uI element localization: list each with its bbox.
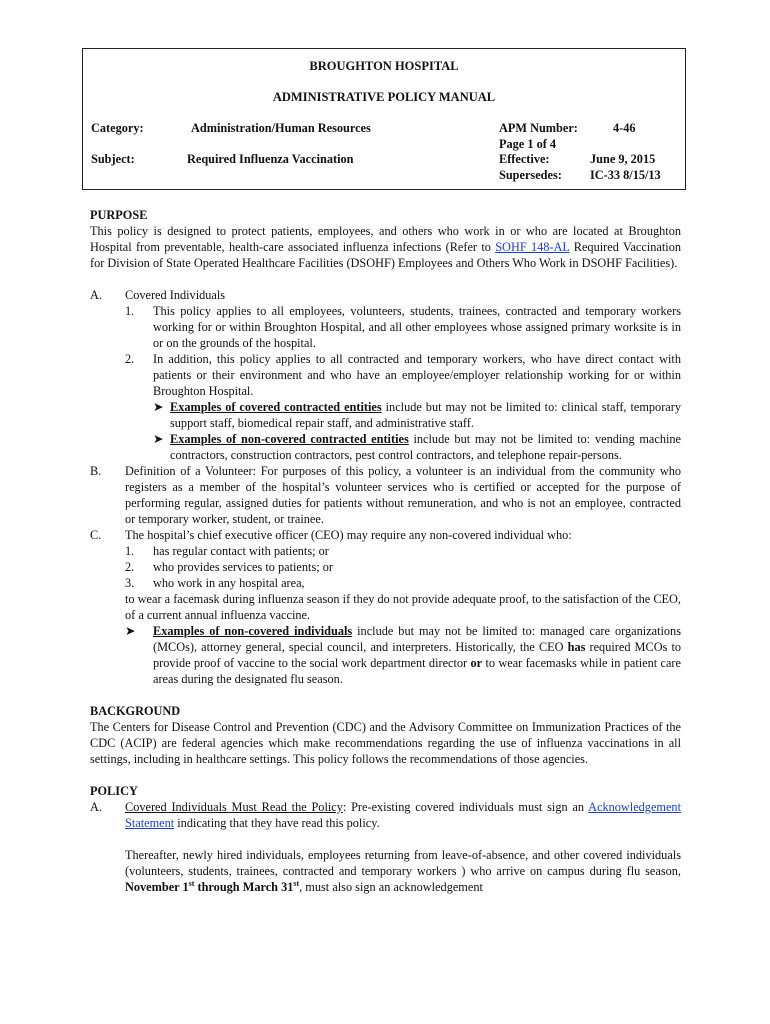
list-item-text: has regular contact with patients; or — [153, 544, 329, 558]
bullet-bold-text: Examples of non-covered contracted entities — [170, 432, 409, 446]
arrow-bullet-icon: ➤ — [153, 432, 164, 446]
list-number: 2. — [125, 352, 135, 366]
section-c-marker: C. — [90, 528, 102, 542]
supersedes-label: Supersedes: — [499, 168, 562, 182]
sohf-policy-link[interactable]: SOHF 148-AL — [495, 240, 570, 254]
policy-section-a: A. Covered Individuals Must Read the Policy: Pre-existing covered individuals must sign an Acknowledgement Statement indicating that they have read this policy. Thereafter, newly hired individuals, employees returning from leave-of-absence, and other covered individuals (volunteers, students, trainees, contracted and temporary workers ) who arrive on campus during flu season, November 1st through March 31st, must also sign an acknowledgement — [90, 800, 681, 894]
arrow-bullet-icon: ➤ — [153, 400, 164, 414]
document-body — [90, 207, 681, 895]
section-c-intro: The hospital’s chief executive officer (CEO) may require any non-covered individual who: — [125, 528, 572, 542]
supersedes-value: IC-33 8/15/13 — [590, 168, 661, 182]
section-b — [90, 463, 681, 527]
list-number: 1. — [125, 304, 135, 318]
purpose-text-end: Required Vaccination for Division of State Operated Healthcare Facilities (DSOHF) Employees and Others Who Work in DSOHF Facilities). — [90, 240, 681, 270]
list-number: 3. — [125, 576, 135, 590]
non-covered-entities-bullet — [153, 431, 681, 463]
list-item-text: who provides services to patients; or — [153, 560, 333, 574]
background-paragraph: The Centers for Disease Control and Prevention (CDC) and the Advisory Committee on Immunization Practices of the CDC (ACIP) are federal agencies which make recommendations regarding the use of influenza vaccinations in all settings, including in healthcare settings. This policy follows the recommendations of those agencies. — [90, 720, 681, 766]
manual-title: ADMINISTRATIVE POLICY MANUAL — [272, 90, 496, 104]
policy-a-title: Covered Individuals Must Read the Policy — [125, 800, 343, 814]
page-indicator: Page 1 of 4 — [499, 137, 557, 151]
covered-entities-bullet — [153, 399, 681, 431]
section-a-title: Covered Individuals — [125, 288, 226, 302]
apm-number-value: 4-46 — [613, 121, 636, 135]
bullet-bold-text: Examples of covered contracted entities — [170, 400, 382, 414]
category-value: Administration/Human Resources — [191, 121, 371, 135]
section-c — [90, 527, 681, 687]
non-covered-individuals-bullet: ➤ Examples of non-covered individuals include but may not be limited to: managed care organizations (MCOs), attorney general, special council, and interpreters. Historically, the CEO has required MCOs to provide proof of vaccine to the social work department director or to wear facemasks while in patient care areas during the designated flu season. — [125, 624, 682, 686]
section-a-item-2 — [125, 351, 681, 463]
section-a-item-1 — [125, 303, 681, 351]
list-number: 1. — [125, 544, 135, 558]
policy-header-box — [82, 48, 686, 190]
section-a-marker: A. — [90, 288, 102, 302]
list-number: 2. — [125, 560, 135, 574]
arrow-bullet-icon: ➤ — [125, 624, 136, 638]
purpose-text-start: This policy is designed to protect patients, employees, and others who work in or who are located at Broughton Hospital from preventable, health-care associated influenza infections (Refer to — [90, 224, 681, 254]
bullet-bold-text: Examples of non-covered individuals — [153, 624, 353, 638]
apm-number-label: APM Number: — [499, 121, 578, 135]
policy-heading: POLICY — [90, 784, 138, 798]
bullet-text: include but may not be limited to: vending machine contractors, construction contractors, pest control contractors, and telephone repair-persons. — [170, 432, 681, 462]
effective-date: June 9, 2015 — [590, 152, 656, 166]
acknowledgement-statement-link[interactable]: Acknowledgement Statement — [125, 800, 681, 830]
policy-a-marker: A. — [90, 800, 102, 814]
section-b-marker: B. — [90, 464, 102, 478]
policy-a-paragraph-2: Thereafter, newly hired individuals, employees returning from leave-of-absence, and other covered individuals (volunteers, students, trainees, contracted and temporary workers ) who arrive on campus during flu season, November 1st through March 31st, must also sign an acknowledgement — [125, 848, 681, 894]
purpose-heading: PURPOSE — [90, 208, 148, 222]
subject-label: Subject: — [91, 152, 135, 166]
purpose-paragraph — [90, 223, 681, 271]
section-c-item-3 — [125, 575, 681, 591]
list-item-text: This policy applies to all employees, volunteers, students, trainees, contracted and temporary workers working for or within Broughton Hospital, and all other employees whose assigned primary worksite is in or on the grounds of the hospital. — [153, 304, 681, 350]
section-a — [90, 287, 681, 463]
list-item-text: who work in any hospital area, — [153, 576, 305, 590]
hospital-name: BROUGHTON HOSPITAL — [309, 59, 459, 73]
subject-value: Required Influenza Vaccination — [187, 152, 354, 166]
category-label: Category: — [91, 121, 144, 135]
section-c-follow-text: to wear a facemask during influenza season if they do not provide adequate proof, to the satisfaction of the CEO, of a current annual influenza vaccine. — [125, 592, 681, 622]
background-heading: BACKGROUND — [90, 704, 181, 718]
bullet-text: include but may not be limited to: clinical staff, temporary support staff, biomedical repair staff, and administrative staff. — [170, 400, 681, 430]
effective-label: Effective: — [499, 152, 550, 166]
section-c-item-2 — [125, 559, 681, 575]
list-item-text: In addition, this policy applies to all contracted and temporary workers, who have direct contact with patients or their environment and who have an employee/employer relationship working for or within Broughton Hospital. — [153, 352, 681, 398]
section-c-item-1 — [125, 543, 681, 559]
volunteer-definition: Definition of a Volunteer: For purposes of this policy, a volunteer is an individual from the community who registers as a member of the hospital’s volunteer services who is certified or accepted for the purpose of performing regular, assigned duties for patients without remuneration, and who is not an employee, contracted or temporary worker, student, or trainee. — [125, 464, 681, 526]
